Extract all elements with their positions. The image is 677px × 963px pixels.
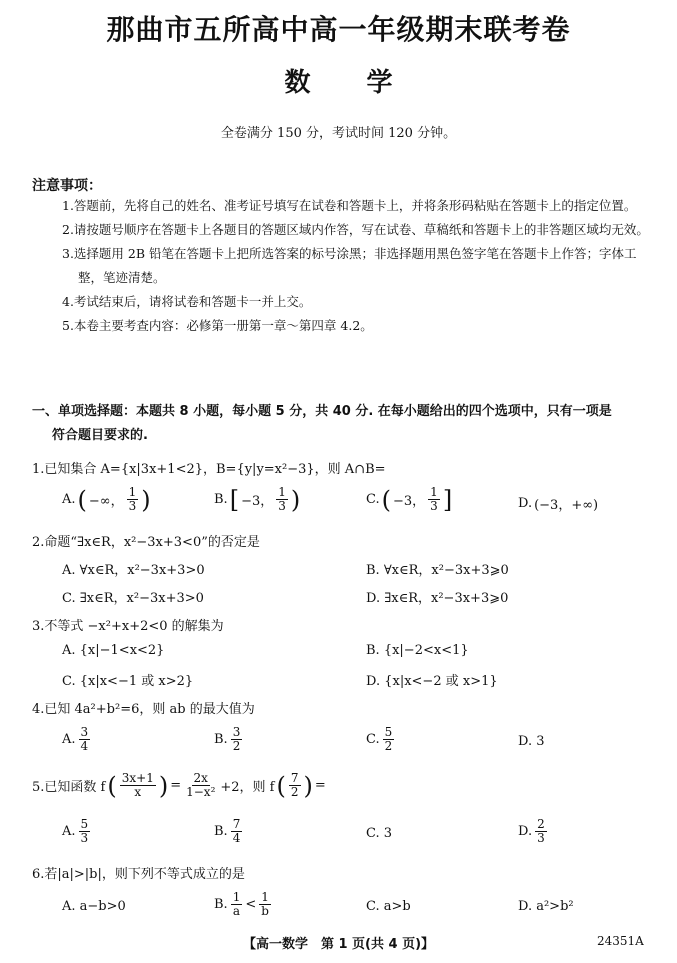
right-paren: ) [158, 771, 169, 800]
q3-option-c: C. {x|x<−1 或 x>2} [62, 674, 194, 689]
note-item: 4.考试结束后，请将试卷和答题卡一并上交。 [62, 294, 312, 309]
fraction: $\frac{1}{3}$ [430, 485, 438, 513]
option-label: B. [214, 897, 228, 912]
q4-option-d: D. 3 [518, 734, 545, 749]
fraction: $\frac{3x+1}{x}$ [121, 771, 154, 799]
q4-option-b [214, 726, 243, 753]
right-paren: ) [141, 485, 151, 514]
q5-option-a [62, 818, 91, 845]
fraction: $\frac{7}{4}$ [232, 817, 241, 845]
left-paren: ( [381, 485, 391, 514]
option-label: A. [62, 492, 76, 507]
option-label: C. [366, 732, 380, 747]
q5-option-c: C. 3 [366, 826, 393, 841]
less-than-sign: < [245, 897, 257, 912]
interval-left: −3， [241, 494, 274, 509]
question-4-stem: 4.已知 4a²+b²=6，则 ab 的最大值为 [32, 702, 255, 717]
question-2-stem: 2.命题“∃x∈R，x²−3x+3<0”的否定是 [32, 535, 260, 550]
question-6-stem: 6.若|a|>|b|，则下列不等式成立的是 [32, 867, 245, 882]
option-text: (−3，+∞) [534, 498, 599, 513]
q1-option-c [366, 486, 452, 513]
left-bracket: [ [229, 485, 240, 514]
q6-option-b [214, 891, 272, 918]
question-1-stem: 1.已知集合 A={x|3x+1<2}，B={y|y=x²−3}，则 A∩B= [32, 462, 386, 477]
fraction: $\frac{2}{3}$ [537, 817, 545, 845]
note-item: 2.请按题号顺序在答题卡上各题目的答题区域内作答，写在试卷、草稿纸和答题卡上的非答题区域均无效。 [62, 222, 649, 237]
equals-sign: = [314, 778, 326, 793]
interval-left: −3， [393, 494, 426, 509]
exam-info: 全卷满分 150 分，考试时间 120 分钟。 [220, 126, 457, 141]
subject-char: 学 [366, 68, 393, 98]
q1-option-d [518, 494, 598, 513]
notes-list [62, 194, 654, 338]
q3-option-b: B. {x|−2<x<1} [366, 643, 469, 658]
left-paren: ( [107, 771, 117, 800]
exam-title: 那曲市五所高中高一年级期末联考卷 [106, 13, 571, 46]
option-label: B. [214, 824, 228, 839]
q2-option-d: D. ∃x∈R，x²−3x+3⩾0 [366, 591, 509, 606]
fraction: $\frac{1}{b}$ [261, 890, 269, 918]
notes-heading: 注意事项： [32, 178, 102, 194]
q2-option-c: C. ∃x∈R，x²−3x+3>0 [62, 591, 204, 606]
q3-option-a: A. {x|−1<x<2} [62, 643, 165, 658]
q5-option-b [214, 818, 243, 845]
fraction: $\frac{7}{2}$ [290, 771, 299, 799]
q2-option-a: A. ∀x∈R，x²−3x+3>0 [62, 563, 205, 578]
stem-text: +2，则 f [220, 780, 275, 795]
option-label: A. [62, 732, 76, 747]
q6-option-d: D. a²>b² [518, 899, 574, 914]
q2-option-b: B. ∀x∈R，x²−3x+3⩾0 [366, 563, 509, 578]
question-5-stem [32, 772, 326, 799]
section-line: 符合题目要求的. [52, 428, 148, 443]
q6-option-c: C. a>b [366, 899, 411, 914]
option-label: B. [214, 732, 228, 747]
fraction: $\frac{3}{4}$ [80, 725, 89, 753]
note-item: 1.答题前，先将自己的姓名、准考证号填写在试卷和答题卡上，并将条形码粘贴在答题卡上的指定位置。 [62, 198, 637, 213]
stem-text: 5.已知函数 f [32, 780, 106, 795]
option-label: B. [214, 492, 228, 507]
question-3-stem: 3.不等式 −x²+x+2<0 的解集为 [32, 619, 224, 634]
fraction: $\frac{5}{2}$ [384, 725, 393, 753]
interval-left: −∞， [88, 494, 124, 509]
equals-sign: = [170, 778, 182, 793]
left-paren: ( [77, 485, 87, 514]
section-line: 一、单项选择题：本题共 8 小题，每小题 5 分，共 40 分. 在每小题给出的四个选项中，只有一项是 [32, 404, 612, 419]
right-paren: ) [303, 771, 313, 800]
fraction: $\frac{1}{a}$ [232, 890, 241, 918]
subject-title [0, 62, 677, 99]
fraction: $\frac{3}{2}$ [232, 725, 241, 753]
q4-option-a [62, 726, 91, 753]
q6-option-a: A. a−b>0 [62, 899, 126, 914]
exam-code: 24351A [597, 934, 644, 948]
fraction: $\frac{1}{3}$ [128, 485, 137, 513]
q1-option-a [62, 486, 151, 513]
fraction: $\frac{2x}{\text{1−x²}}$ [186, 771, 216, 799]
q5-option-d [518, 818, 548, 845]
fraction: $\frac{5}{3}$ [80, 817, 89, 845]
option-label: C. [366, 492, 380, 507]
section-heading [32, 400, 652, 448]
fraction: $\frac{1}{3}$ [278, 485, 286, 513]
right-paren: ) [290, 485, 301, 514]
q3-option-d: D. {x|x<−2 或 x>1} [366, 674, 498, 689]
subject-char: 数 [284, 68, 311, 98]
q1-option-b [214, 486, 300, 513]
right-bracket: ] [442, 485, 453, 514]
note-item: 3.选择题用 2B 铅笔在答题卡上把所选答案的标号涂黑；非选择题用黑色签字笔在答题卡上作答；字体工整，笔迹清楚。 [62, 246, 637, 285]
q4-option-c [366, 726, 395, 753]
option-label: D. [518, 496, 533, 511]
page-footer: 【高一数学 第 1 页(共 4 页)】 [242, 937, 435, 952]
left-paren: ( [276, 771, 286, 800]
option-label: D. [518, 824, 533, 839]
note-item: 5.本卷主要考查内容：必修第一册第一章～第四章 4.2。 [62, 318, 373, 333]
option-label: A. [62, 824, 76, 839]
